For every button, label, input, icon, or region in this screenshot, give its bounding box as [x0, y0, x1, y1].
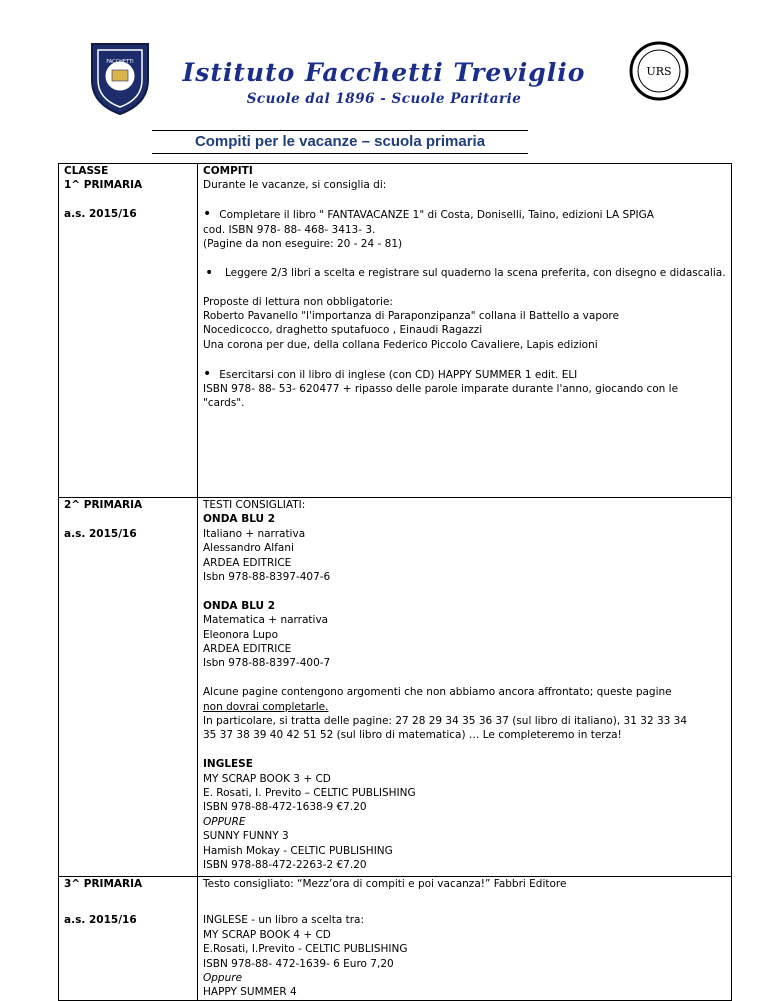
english-author: Hamish Mokay - CELTIC PUBLISHING	[203, 844, 393, 857]
note-text: In particolare, si tratta delle pagine: 27 28 29 34 35 36 37 (sul libro di italiano), 31 32 33 34	[203, 715, 688, 728]
bullet-icon: •	[205, 264, 214, 281]
book-publisher: ARDEA EDITRICE	[203, 643, 292, 656]
note-text: 35 37 38 39 40 42 51 52 (sul libro di matematica) … Le completeremo in terza!	[203, 729, 622, 742]
english-isbn: ISBN 978-88-472-2263-2 €7.20	[203, 859, 367, 872]
intro-text: Durante le vacanze, si consiglia di:	[203, 179, 387, 192]
english-author: E.Rosati, I.Previto - CELTIC PUBLISHING	[203, 943, 408, 956]
english-heading: INGLESE	[203, 758, 253, 771]
bullet-item: • Completare il libro " FANTAVACANZE 1" di Costa, Doniselli, Taino, edizioni LA SPIGA	[203, 206, 654, 223]
school-year: a.s. 2015/16	[64, 527, 137, 540]
english-oppure: Oppure	[203, 972, 243, 985]
proposal-item: Roberto Pavanello "l'importanza di Paraponzipanza" collana il Battello a vapore	[203, 310, 619, 323]
note-underlined: non dovrai completarle.	[203, 700, 329, 713]
isbn-line: cod. ISBN 978- 88- 468- 3413- 3.	[203, 223, 376, 236]
english-oppure: OPPURE	[203, 815, 246, 828]
urs-lettering: URS	[646, 65, 672, 78]
section-heading: TESTI CONSIGLIATI:	[203, 499, 306, 511]
class-cell	[59, 498, 198, 877]
tasks-cell	[198, 877, 732, 1001]
table-row	[59, 877, 732, 1001]
class-cell	[59, 164, 198, 498]
school-year: a.s. 2015/16	[64, 208, 137, 221]
book-subject: Matematica + narrativa	[203, 614, 329, 627]
class-name: 3^ PRIMARIA	[64, 878, 143, 890]
recommended-text: Testo consigliato: “Mezz’ora di compiti e poi vacanza!” Fabbri Editore	[203, 878, 567, 890]
book-title: ONDA BLU 2	[203, 599, 276, 612]
class-name: 1^ PRIMARIA	[64, 179, 143, 192]
english-heading: INGLESE - un libro a scelta tra:	[203, 914, 365, 927]
book-author: Alessandro Alfani	[203, 542, 294, 555]
class-name: 2^ PRIMARIA	[64, 499, 143, 511]
book-subject: Italiano + narrativa	[203, 527, 306, 540]
document-title: Compiti per le vacanze – scuola primaria	[152, 130, 528, 154]
note-text: Alcune pagine contengono argomenti che non abbiamo ancora affrontato; queste pagine	[203, 686, 672, 699]
english-book: MY SCRAP BOOK 3 + CD	[203, 772, 331, 785]
school-year: a.s. 2015/16	[64, 914, 137, 927]
column-header-class: CLASSE	[64, 165, 109, 177]
tasks-cell	[198, 498, 732, 877]
isbn-line: ISBN 978- 88- 53- 620477 + ripasso delle parole imparate durante l'anno, giocando con le	[203, 383, 679, 396]
proposals-title: Proposte di lettura non obbligatorie:	[203, 295, 393, 308]
institute-subtitle: Scuole dal 1896 - Scuole Paritarie	[246, 91, 522, 107]
bullet-item: • Leggere 2/3 libri a scelta e registrare sul quaderno la scena preferita, con disegno e didascalia.	[205, 264, 726, 281]
english-isbn: ISBN 978-88- 472-1639- 6 Euro 7,20	[203, 957, 394, 970]
book-isbn: Isbn 978-88-8397-400-7	[203, 657, 331, 670]
table-row	[59, 164, 732, 498]
pages-note: (Pagine da non eseguire: 20 - 24 - 81)	[203, 238, 403, 251]
class-cell	[59, 877, 198, 1001]
english-isbn: ISBN 978-88-472-1638-9 €7.20	[203, 801, 367, 814]
cards-text: "cards".	[203, 397, 245, 410]
bullet-item: • Esercitarsi con il libro di inglese (con CD) HAPPY SUMMER 1 edit. ELI	[203, 365, 578, 382]
proposal-item: Nocedicocco, draghetto sputafuoco , Einaudi Ragazzi	[203, 324, 483, 337]
tasks-cell	[198, 164, 732, 498]
book-isbn: Isbn 978-88-8397-407-6	[203, 571, 331, 584]
institute-name: Istituto Facchetti Treviglio	[182, 58, 586, 87]
english-book: HAPPY SUMMER 4	[203, 986, 297, 999]
proposal-item: Una corona per due, della collana Federico Piccolo Cavaliere, Lapis edizioni	[203, 338, 598, 351]
book-author: Eleonora Lupo	[203, 628, 279, 641]
table-row	[59, 498, 732, 877]
crest-lettering: FACCHETTI	[106, 59, 134, 65]
column-header-tasks: COMPITI	[203, 165, 253, 177]
english-author: E. Rosati, I. Previto – CELTIC PUBLISHING	[203, 787, 416, 800]
book-title: ONDA BLU 2	[203, 513, 276, 526]
english-book: MY SCRAP BOOK 4 + CD	[203, 928, 331, 941]
english-book: SUNNY FUNNY 3	[203, 830, 289, 843]
homework-table	[58, 163, 732, 1001]
book-publisher: ARDEA EDITRICE	[203, 556, 292, 569]
